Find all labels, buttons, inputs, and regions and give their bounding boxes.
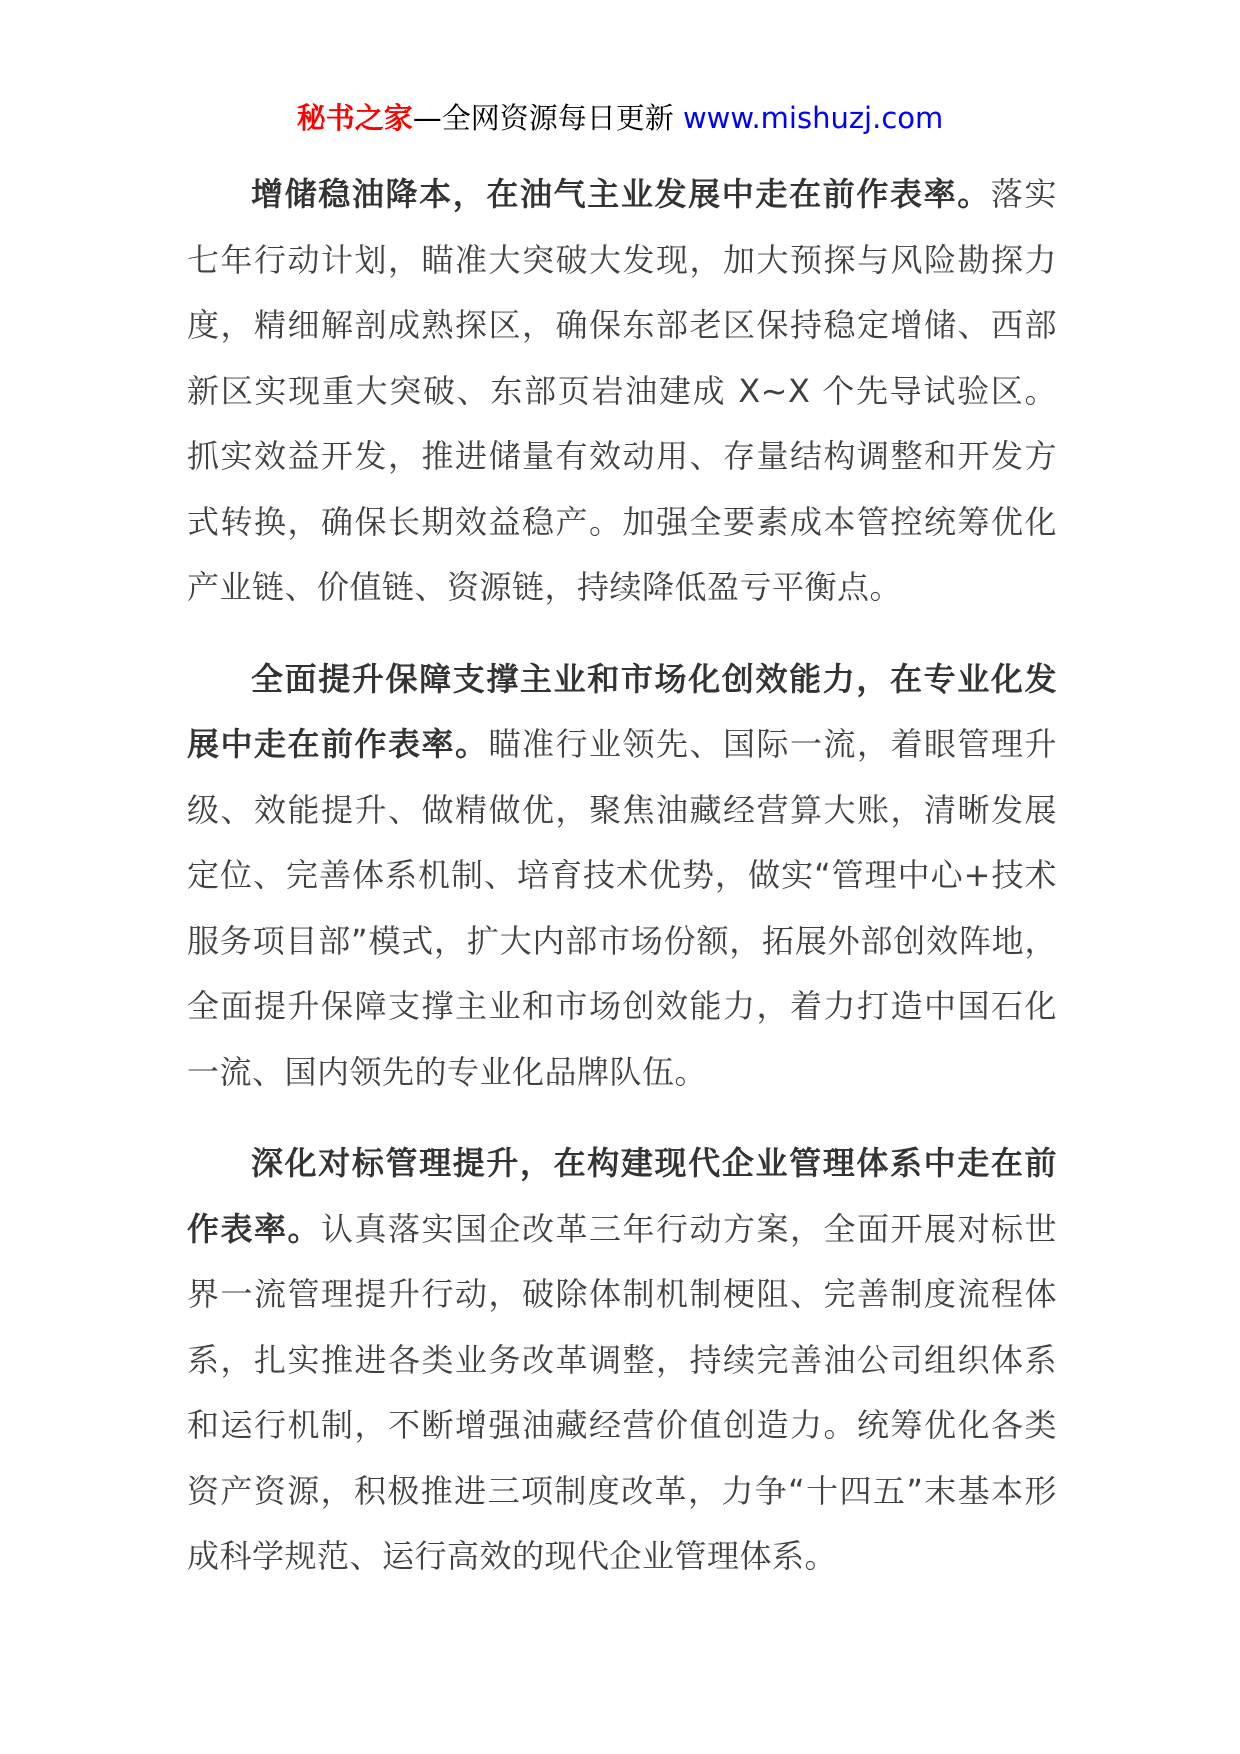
- header-tagline: —全网资源每日更新: [412, 101, 683, 135]
- paragraph-oil-gas: [187, 162, 1057, 621]
- paragraph-specialization: [187, 647, 1057, 1106]
- paragraph-lead: 增储稳油降本，在油气主业发展中走在前作表率。: [251, 175, 991, 213]
- paragraph-management: [187, 1131, 1057, 1590]
- paragraph-text: 认真落实国企改革三年行动方案，全面开展对标世界一流管理提升行动，破除体制机制梗阻、完善制度流程体系，扎实推进各类业务改革调整，持续完善油公司组织体系和运行机制，不断增强油藏经营价值创造力。统筹优化各类资产资源，积极推进三项制度改革，力争“十四五”末基本形成科学规范、运行高效的现代企业管理体系。: [187, 1209, 1057, 1575]
- document-body: [187, 162, 1057, 1616]
- paragraph-lead: 深化对标管理提升，在构建现代企业管理体系中走在前作表率。: [187, 1144, 1057, 1248]
- paragraph-text: 落实七年行动计划，瞄准大突破大发现，加大预探与风险勘探力度，精细解剖成熟探区，确保东部老区保持稳定增储、西部新区实现重大突破、东部页岩油建成 X~X 个先导试验区。抓实效益开发，推进储量有效动用、存量结构调整和开发方式转换，确保长期效益稳产。加强全要素成本管控统筹优化产业链、价值链、资源链，持续降低盈亏平衡点。: [187, 175, 1057, 606]
- paragraph-lead: 全面提升保障支撑主业和市场化创效能力，在专业化发展中走在前作表率。: [187, 659, 1057, 763]
- paragraph-text: 瞄准行业领先、国际一流，着眼管理升级、效能提升、做精做优，聚焦油藏经营算大账，清晰发展定位、完善体系机制、培育技术优势，做实“管理中心+技术服务项目部”模式，扩大内部市场份额，拓展外部创效阵地，全面提升保障支撑主业和市场创效能力，着力打造中国石化一流、国内领先的专业化品牌队伍。: [187, 725, 1057, 1091]
- brand-name: 秘书之家: [296, 101, 413, 135]
- page-header: [0, 98, 1240, 138]
- site-url-link[interactable]: www.mishuzj.com: [682, 101, 944, 135]
